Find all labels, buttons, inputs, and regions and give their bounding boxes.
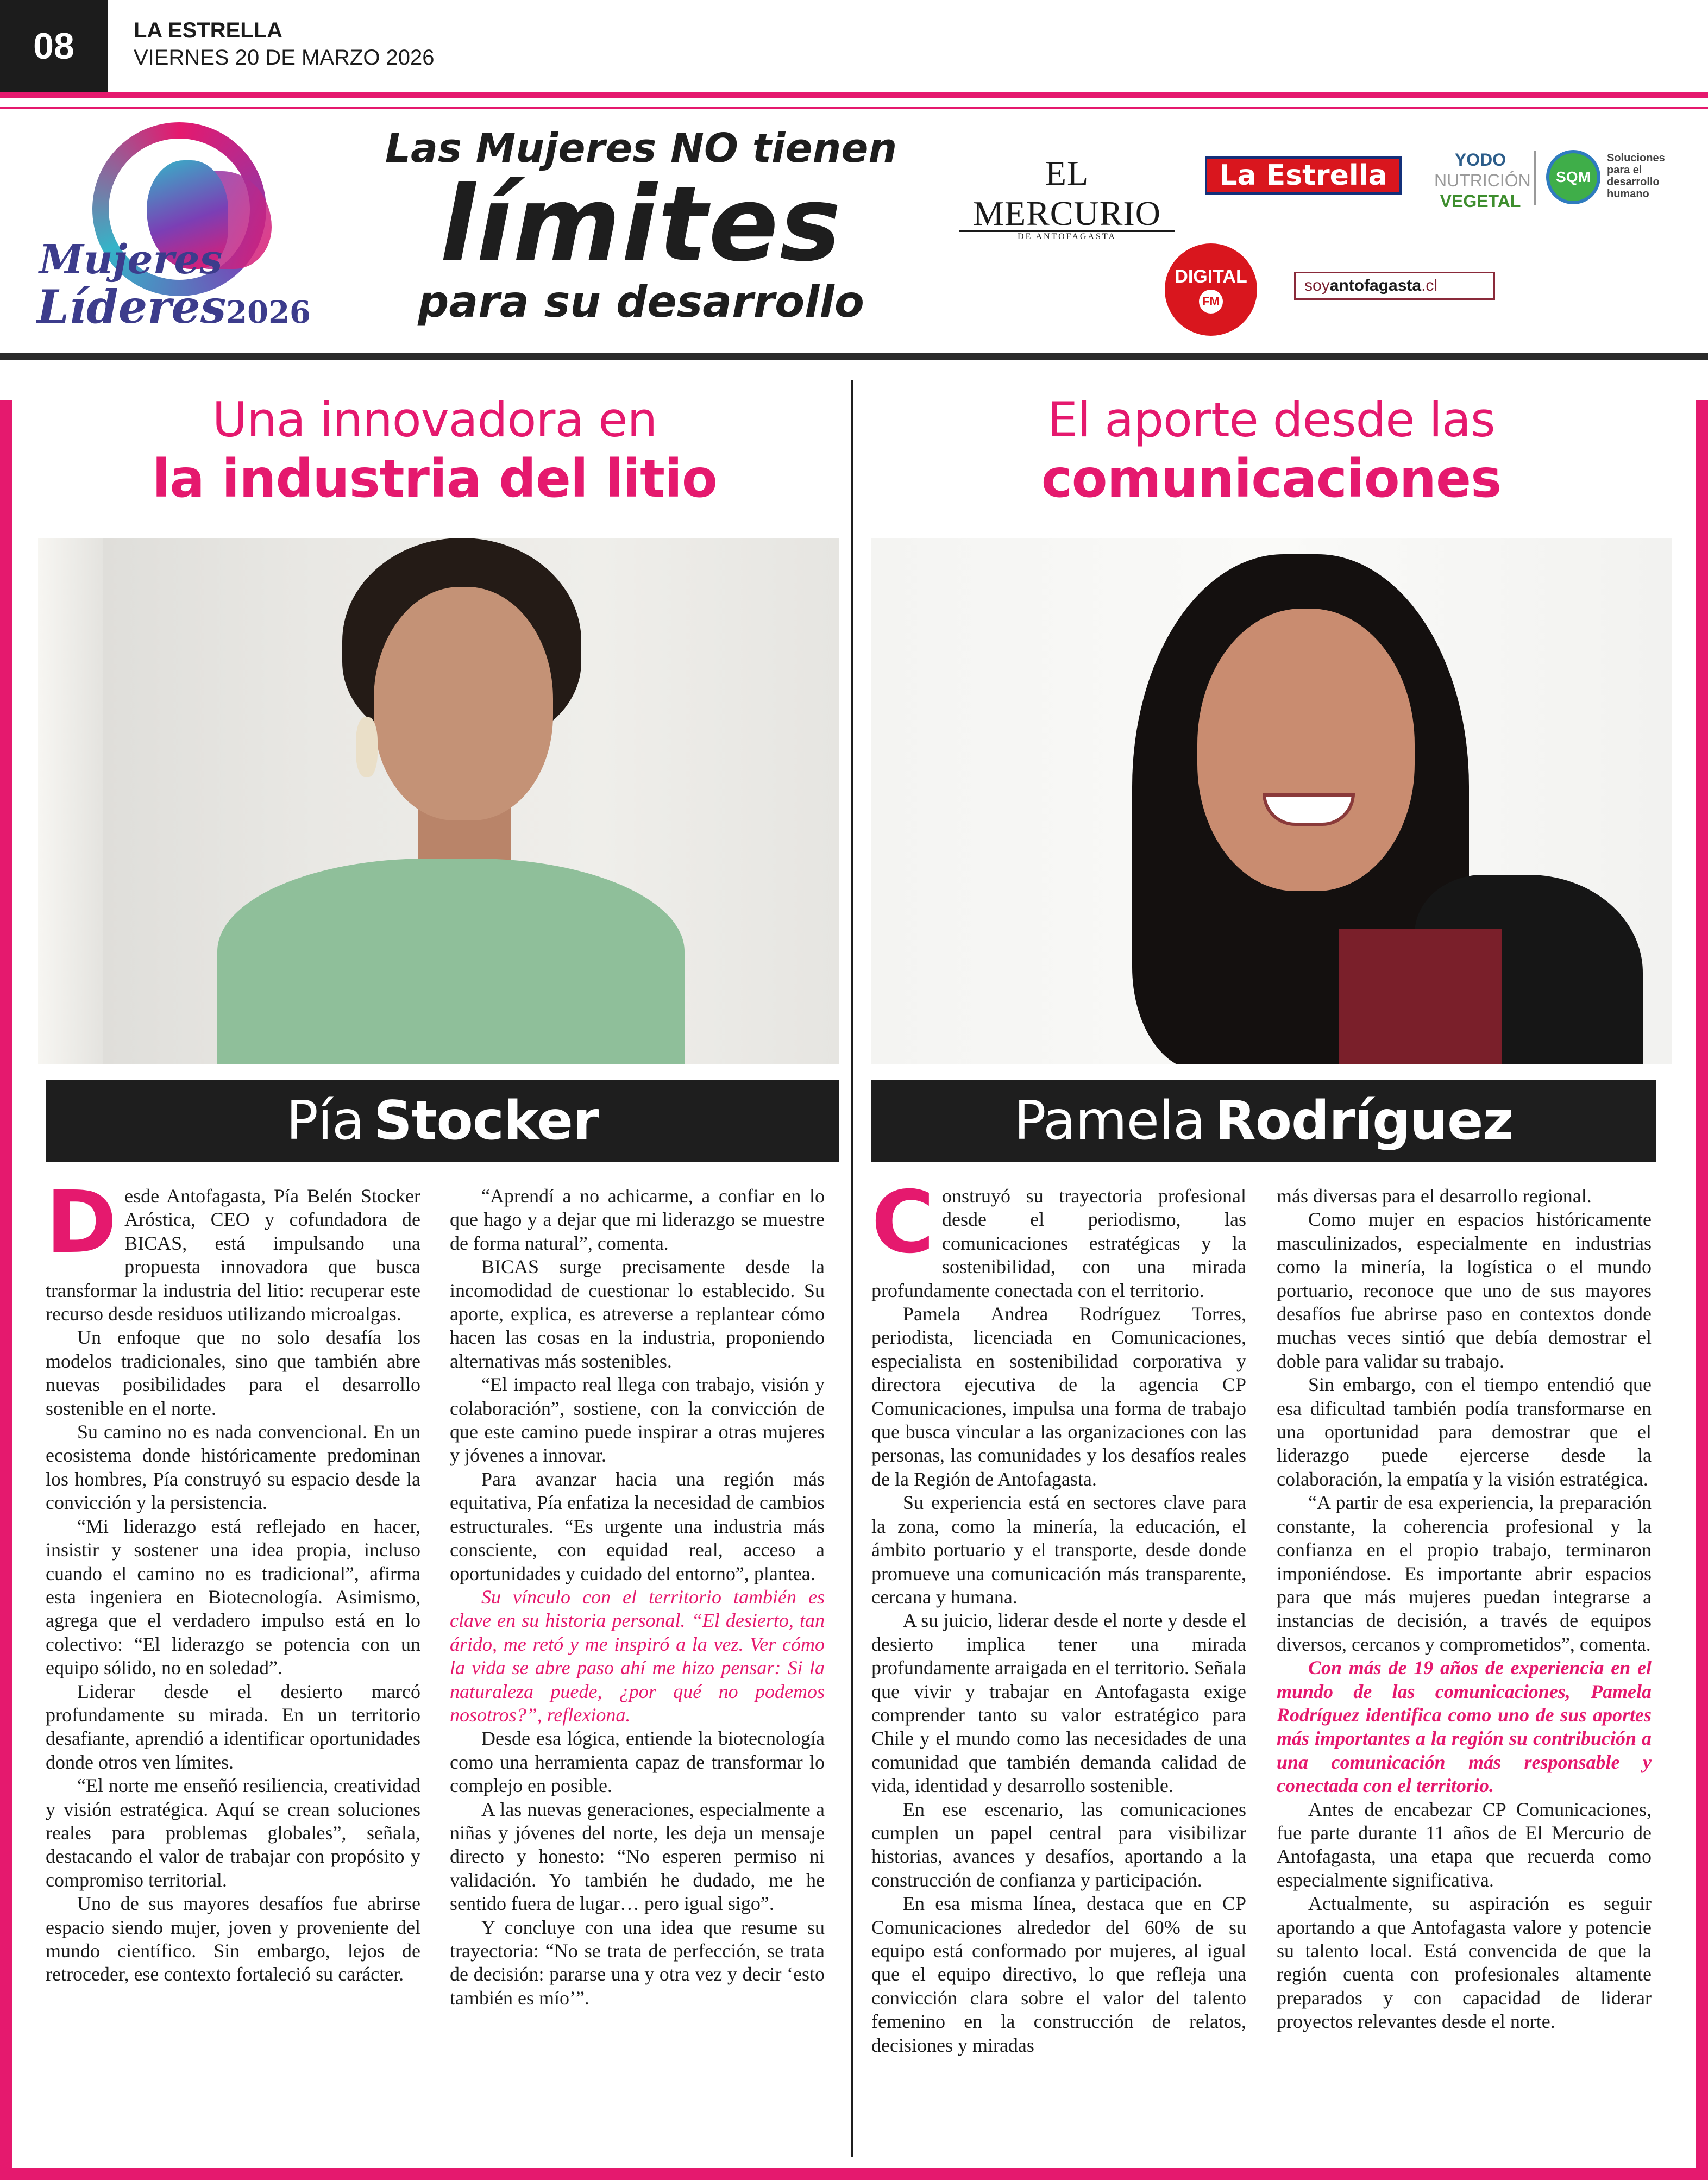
article-left-column-1 xyxy=(46,1173,420,1987)
publication-date: VIERNES 20 DE MARZO 2026 xyxy=(134,46,435,70)
frame-right-border xyxy=(1696,400,1708,2180)
paragraph: “A partir de esa experiencia, la preparación constante, la coherencia profesional y la confianza en el propio trabajo, terminaron imponiéndose. Es importante abrir espacios para que más mujeres puedan integrarse a instancias de decisión, a través de equipos diversos, cercanos y comprometidos”, comenta. xyxy=(1277,1492,1652,1655)
paragraph: Desde esa lógica, entiende la biotecnología como una herramienta capaz de transformar lo complejo en posible. xyxy=(450,1727,825,1797)
top-rule-thin xyxy=(0,107,1708,109)
frame-bottom-border xyxy=(0,2168,1708,2180)
banner-slogan xyxy=(380,124,902,328)
paragraph: A su juicio, liderar desde el norte y desde el desierto implica tener una mirada profundamente arraigada en el territorio. Señala que vivir y trabajar en Antofagasta exige comprender tanto su valor estratégico para Chile y el mundo como las necesidades de una comunidad que también demanda calidad de vida, identidad y desarrollo sostenible. xyxy=(871,1609,1246,1797)
sponsor-sqm-tagline: Soluciones para el desarrollo humano xyxy=(1607,152,1665,200)
paragraph: Actualmente, su aspiración es seguir aportando a que Antofagasta valore y potencie su talento local. Está convencida de que la región cuenta con profesionales altamente preparados y con capacidad de liderar proyectos relevantes desde el norte. xyxy=(1277,1893,1652,2033)
paragraph: Sin embargo, con el tiempo entendió que esa dificultad también podía transformarse en una oportunidad para demostrar que el liderazgo puede ejercerse desde la colaboración, la empatía y la visión estratégica. xyxy=(1277,1374,1652,1490)
paragraph: A las nuevas generaciones, especialmente a niñas y jóvenes del norte, les deja un mensaje directo y honesto: “No esperen permiso ni validación. Yo también he dudado, me he sentido fuera de lugar… pero igual sigo”. xyxy=(450,1798,825,1915)
paragraph: Liderar desde el desierto marcó profundamente su mirada. En un territorio desafiante, aprendió a identificar oportunidades donde otros ven límites. xyxy=(46,1680,420,1773)
article-left-title: Una innovadora en la industria del litio xyxy=(152,392,717,509)
paragraph: más diversas para el desarrollo regional. xyxy=(1277,1185,1592,1207)
logo-word-mujeres: Mujeres xyxy=(39,236,223,283)
paragraph: En ese escenario, las comunicaciones cumplen un papel central para visibilizar historias, avances y desafíos, aportando a la construcción de confianza y participación. xyxy=(871,1798,1246,1891)
publication-name: LA ESTRELLA xyxy=(134,18,283,42)
mujeres-lideres-logo xyxy=(27,122,311,350)
top-rule xyxy=(0,92,1708,98)
banner-rule xyxy=(0,353,1708,360)
paragraph: “El impacto real llega con trabajo, visión y colaboración”, sostiene, con la convicción de que este camino puede inspirar a otras mujeres y jóvenes a innovar. xyxy=(450,1374,825,1467)
paragraph: En esa misma línea, destaca que en CP Comunicaciones alrededor del 60% de su equipo está conformado por mujeres, al igual que el equipo directivo, lo que refleja una convicción clara sobre el valor del talento femenino en la construcción de relatos, decisiones y miradas xyxy=(871,1893,1246,2056)
paragraph: Como mujer en espacios históricamente masculinizados, especialmente en industrias como la minería, la logística o el mundo portuario, reconoce que uno de sus mayores desafíos fue abrirse paso en contextos donde muchas veces sintió que debía demostrar el doble para validar su trabajo. xyxy=(1277,1208,1652,1372)
sponsor-yodo-logo: YODO NUTRICIÓN VEGETAL xyxy=(1434,150,1531,211)
paragraph: Uno de sus mayores desafíos fue abrirse espacio siendo mujer, joven y proveniente del mundo científico. Sin embargo, lejos de retroceder, ese contexto fortaleció su carácter. xyxy=(46,1893,420,1985)
slogan-line-1: Las Mujeres NO tienen xyxy=(385,125,897,172)
paragraph: “El norte me enseñó resiliencia, creatividad y visión estratégica. Aquí se crean soluciones reales para problemas globales”, señala, destacando el valor de trabajar con propósito y compromiso territorial. xyxy=(46,1775,420,1891)
logo-word-lideres: Líderes2026 xyxy=(37,280,311,334)
slogan-line-2: límites xyxy=(439,164,843,284)
article-right-column-2 xyxy=(1277,1185,1652,2034)
paragraph: BICAS surge precisamente desde la incomodidad de cuestionar lo establecido. Su aporte, explica, es atreverse a replantear cómo hacen las cosas en la industria, proponiendo alternativas más sostenibles. xyxy=(450,1256,825,1372)
sponsor-el-mercurio-logo: EL MERCURIO DE ANTOFAGASTA xyxy=(959,153,1175,242)
drop-cap: C xyxy=(871,1173,934,1273)
name-bar-pia-stocker: Pía Stocker xyxy=(46,1080,839,1162)
sponsor-soyantofagasta-logo: soy antofagasta .cl xyxy=(1294,272,1495,300)
paragraph: Construyó su trayectoria profesional desde el periodismo, las comunicaciones estratégicas y la sostenibilidad, con una mirada profundamente conectada con el territorio. xyxy=(871,1173,1246,1301)
page-number: 08 xyxy=(0,0,108,92)
highlight-quote: Con más de 19 años de experiencia en el mundo de las comunicaciones, Pamela Rodríguez identifica como uno de sus aportes más importantes a la región su contribución a una comunicación más responsable y conectada con el territorio. xyxy=(1277,1657,1652,1797)
paragraph: “Aprendí a no achicarme, a confiar en lo que hago y a dejar que mi liderazgo se muestre de forma natural”, comenta. xyxy=(450,1185,825,1254)
paragraph: Su experiencia está en sectores clave para la zona, como la minería, la educación, el ámbito portuario y el transporte, desde donde promueve una comunicación más transparente, cercana y humana. xyxy=(871,1492,1246,1608)
paragraph: Antes de encabezar CP Comunicaciones, fue parte durante 11 años de El Mercurio de Antofagasta, una etapa que recuerda como especialmente significativa. xyxy=(1277,1798,1652,1891)
photo-pamela-rodriguez xyxy=(871,538,1672,1064)
paragraph: Su camino no es nada convencional. En un ecosistema donde históricamente predominan los hombres, Pía construyó su espacio desde la convicción y la persistencia. xyxy=(46,1421,420,1514)
paragraph: Para avanzar hacia una región más equitativa, Pía enfatiza la necesidad de cambios estructurales. “Es urgente una industria más consciente, con equidad real, acceso a oportunidades y cuidado del entorno”, plantea. xyxy=(450,1468,825,1584)
column-divider xyxy=(851,380,853,2157)
paragraph: “Mi liderazgo está reflejado en hacer, insistir y sostener una idea propia, incluso cuando el camino no es tradicional”, afirma esta ingeniera en Biotecnología. Asimismo, agrega que el verdadero impulso está en lo colectivo: “El liderazgo se potencia con un equipo sólido, no en soledad”. xyxy=(46,1515,420,1679)
logo-year: 2026 xyxy=(226,295,311,330)
paragraph: Y concluye con una idea que resume su trayectoria: “No se trata de perfección, se trata de decisión: pararse una y otra vez y decir ‘esto también es mío’”. xyxy=(450,1916,825,2009)
name-bar-pamela-rodriguez: Pamela Rodríguez xyxy=(871,1080,1656,1162)
sponsor-divider xyxy=(1534,151,1536,205)
drop-cap: D xyxy=(46,1173,117,1273)
sponsor-digital-fm-logo: DIGITAL FM xyxy=(1165,243,1257,336)
paragraph: Desde Antofagasta, Pía Belén Stocker Aróstica, CEO y cofundadora de BICAS, está impulsando una propuesta innovadora que busca transformar la industria del litio: recuperar este recurso desde residuos utilizando microalgas. xyxy=(46,1173,420,1325)
sponsor-la-estrella-logo: La Estrella xyxy=(1205,156,1402,195)
paragraph: Un enfoque que no solo desafía los modelos tradicionales, sino que también abre nuevas posibilidades para el desarrollo sostenible en el norte. xyxy=(46,1326,420,1419)
frame-left-border xyxy=(0,400,12,2180)
highlight-quote: Su vínculo con el territorio también es clave en su historia personal. “El desierto, tan árido, me retó y me inspiró a la vez. Ver cómo la vida se abre paso ahí me hizo pensar: Si la naturaleza puede, ¿por qué no podemos nosotros?”, reflexiona. xyxy=(450,1586,825,1726)
photo-pia-stocker xyxy=(38,538,839,1064)
article-right-title: El aporte desde las comunicaciones xyxy=(1041,392,1502,509)
paragraph: Pamela Andrea Rodríguez Torres, periodista, licenciada en Comunicaciones, especialista en sostenibilidad corporativa y directora ejecutiva de la agencia CP Comunicaciones, impulsa una forma de trabajo que busca vincular a las organizaciones con las personas, las comunidades y los desafíos reales de la Región de Antofagasta. xyxy=(871,1303,1246,1490)
article-right-column-1 xyxy=(871,1173,1246,2057)
sponsor-sqm-logo: SQM xyxy=(1546,150,1600,204)
article-left-column-2 xyxy=(450,1185,825,2010)
slogan-line-3: para su desarrollo xyxy=(418,277,864,327)
